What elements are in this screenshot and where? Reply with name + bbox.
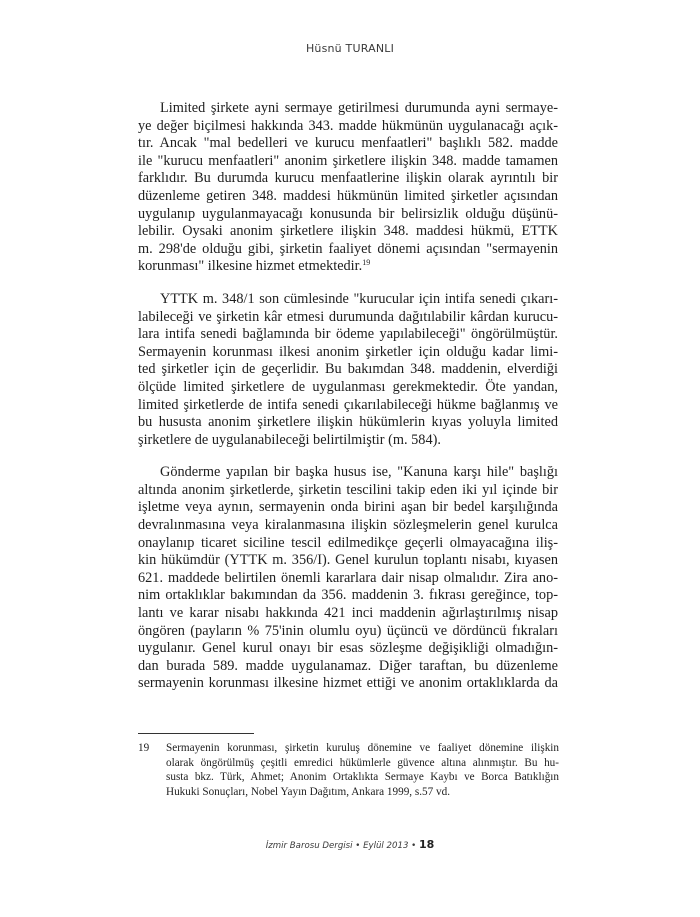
text-line: m. 298'de olduğu gibi, şirketin faaliyet dönemi açısından "sermayenin bbox=[138, 240, 558, 257]
footnote-line: Sermayenin korunması, şirketin kuruluş dönemine ve faaliyet dönemine ilişkin bbox=[166, 742, 559, 754]
text-line: dan burada 589. madde uygulanamaz. Diğer taraftan, bu düzenleme bbox=[138, 657, 558, 674]
text-line: Gönderme yapılan bir başka husus ise, "Kanuna karşı hile" başlığı bbox=[160, 464, 558, 481]
paragraph-3 bbox=[138, 464, 558, 693]
text-line: kin hükümdür (YTTK m. 356/I). Genel kurulun toplantı nisabı, kıyasen bbox=[138, 552, 558, 569]
footnote bbox=[138, 741, 559, 799]
footnote-number: 19 bbox=[138, 742, 150, 754]
text-line: ted şirketler için de geçerlidir. Bu bakımdan 348. maddenin, elverdiği bbox=[138, 361, 558, 378]
text-line-with-footnote bbox=[138, 258, 558, 276]
journal-name: İzmir Barosu Dergisi • Eylül 2013 • bbox=[265, 841, 417, 851]
footnote-line: Hukuki Sonuçları, Nobel Yayın Dağıtım, Ankara 1999, s.57 vd. bbox=[166, 785, 451, 798]
text-line: sermayenin korunması ilkesine hizmet ettiği ve anonim ortaklıklarda da bbox=[138, 675, 558, 692]
footnote-separator bbox=[138, 733, 254, 734]
page-number: 18 bbox=[418, 838, 435, 851]
text-line: lebilir. Oysaki anonim şirketlere ilişkin 348. maddesi hükmü, ETTK bbox=[138, 223, 558, 240]
text-line: 621. maddede belirtilen önemli kararlara dair nisap olmalıdır. Zira ano- bbox=[138, 569, 558, 586]
text-line: şirketlere de uygulanabileceği belirtilmiştir (m. 584). bbox=[138, 431, 441, 448]
footnote-body bbox=[166, 741, 559, 799]
author-name: Hüsnü TURANLI bbox=[305, 42, 395, 55]
text-line: ile "kurucu menfaatleri" anonim şirketlere ilişkin 348. madde tamamen bbox=[138, 152, 558, 169]
text-line: lantı ve karar nisabı hakkında 421 inci maddenin ağırlaştırılmış nisap bbox=[138, 605, 558, 622]
text-line: altında anonim şirketlerde, şirketin tescilini takip eden iki yıl içinde bir bbox=[138, 481, 558, 498]
text-line: uygulanır. Genel kurul onayı bir esas sözleşme değişikliği olmadığın- bbox=[138, 640, 558, 657]
text-line: bu hususta anonim şirketlere ilişkin hükümlerin kıyas yoluyla limited bbox=[138, 414, 558, 431]
text-line: düzenleme getiren 348. maddesi hükmünün limited şirketler açısından bbox=[138, 187, 558, 204]
running-header bbox=[0, 42, 700, 55]
text-line: lara intifa senedi bağlamında bir ödeme yapılabileceği" öngörülmüştür. bbox=[138, 326, 558, 343]
text-line: nim ortaklıklar bakımından da 356. maddenin 3. fıkrası gereğince, top- bbox=[138, 587, 558, 604]
paragraph-1 bbox=[138, 100, 558, 276]
page-footer bbox=[0, 838, 700, 851]
body-text bbox=[138, 100, 558, 708]
text-line: ye değer biçilmesi hakkında 343. madde hükmünün uygulanacağı açık- bbox=[138, 117, 558, 134]
text-line: öngören (payların % 75'inin olumlu oyu) üçüncü ve dördüncü fıkraları bbox=[138, 622, 558, 639]
footnote-line: susta bkz. Türk, Ahmet; Anonim Ortaklıkta Sermaye Kaybı ve Borca Batıklığın bbox=[166, 771, 559, 784]
text-line: Sermayenin korunması ilkesi anonim şirketler için olduğu kadar limi- bbox=[138, 343, 558, 360]
text-line: işletme veya aynın, sermayenin onda birini aşan bir bedel karşılığında bbox=[138, 499, 558, 516]
text-line: limited şirketlerde de intifa senedi çıkarılabileceği hükme bağlanmış ve bbox=[138, 396, 558, 413]
paragraph-2 bbox=[138, 291, 558, 449]
text-line: onaylanıp ticaret siciline tescil edilmedikçe geçerli olmayacağına iliş- bbox=[138, 534, 558, 551]
text-line: korunması" ilkesine hizmet etmektedir. bbox=[138, 258, 363, 275]
text-line: tır. Ancak "mal bedelleri ve kurucu menfaatleri" başlıklı 582. madde bbox=[138, 135, 558, 152]
footnote-line: olarak öngörülmüş çeşitli emredici hükümlerle güvence altına alınmıştır. Bu hu- bbox=[166, 756, 559, 769]
text-line: YTTK m. 348/1 son cümlesinde "kurucular için intifa senedi çıkarı- bbox=[160, 290, 558, 307]
text-line: devralınmasına veya kiralanmasına ilişkin sözleşmelerin genel kurulca bbox=[138, 517, 558, 534]
text-line: Limited şirkete ayni sermaye getirilmesi durumunda ayni sermaye- bbox=[160, 100, 558, 116]
text-line: uygulanıp uygulanmayacağı konusunda bir belirsizlik olduğu düşünü- bbox=[138, 205, 558, 222]
text-line: ölçüde limited şirketlere de uygulanması gerekmektedir. Öte yandan, bbox=[138, 378, 558, 395]
text-line: farklıdır. Bu durumda kurucu menfaatlerine ilişkin olarak ayrıntılı bir bbox=[138, 170, 558, 187]
footnote-reference[interactable]: 19 bbox=[362, 258, 371, 268]
text-line: labileceği ve şirketin kâr etmesi durumunda dağıtılabilir kârdan kurucu- bbox=[138, 308, 558, 325]
